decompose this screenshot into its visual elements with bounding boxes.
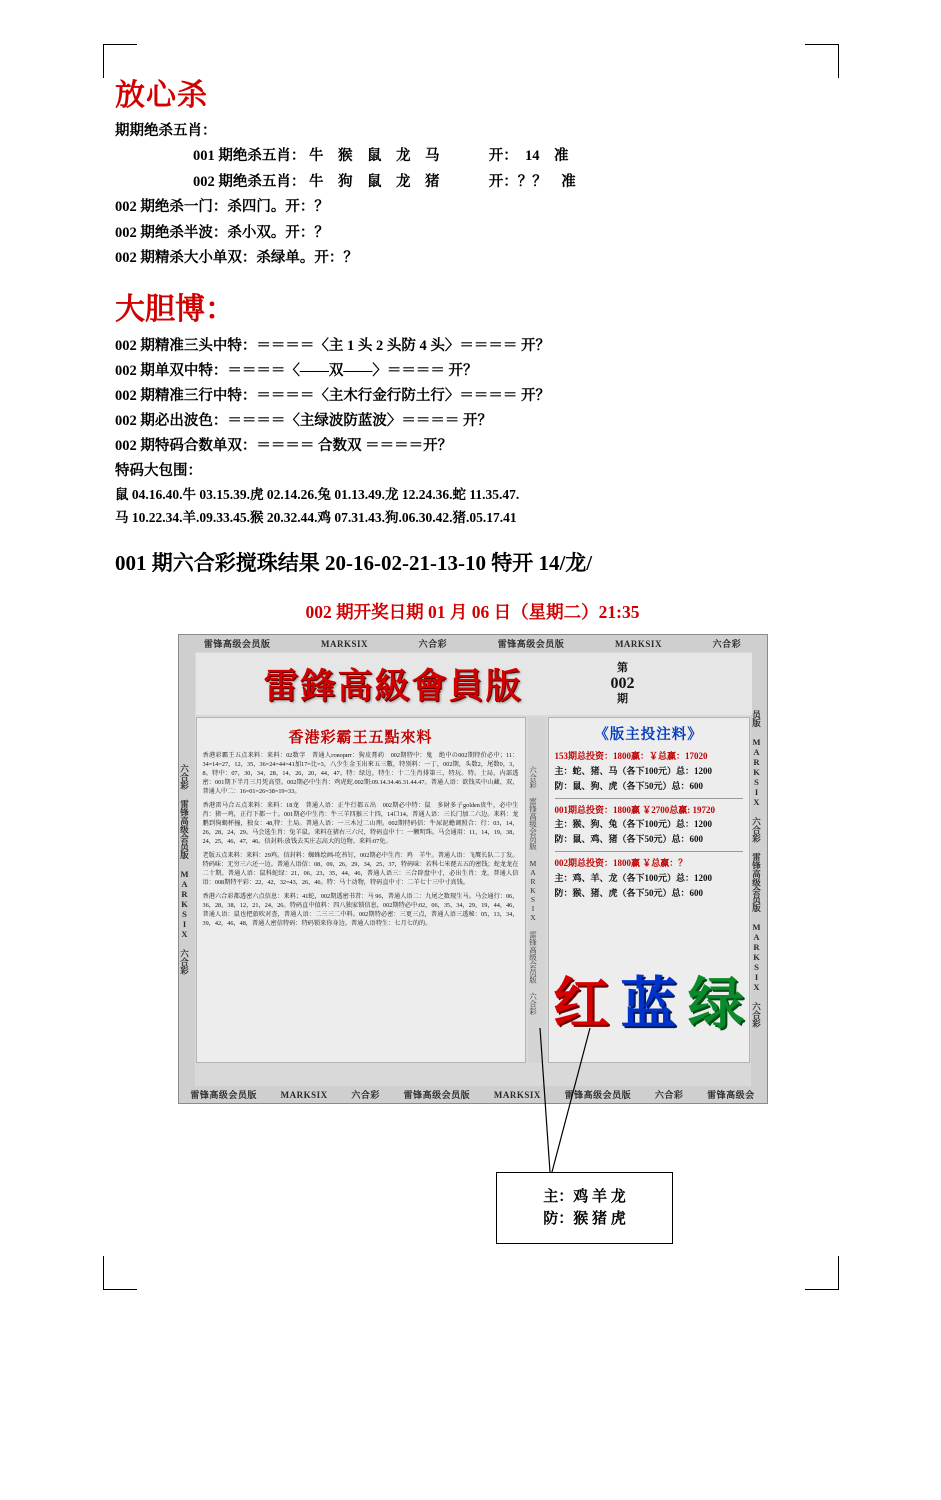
document-content bbox=[115, 70, 830, 1104]
bet-block-153-head: 153期总投资：1800赢：￥总赢：17020 bbox=[554, 751, 708, 761]
frame-bottom-item-2: 六合彩 bbox=[351, 1090, 380, 1100]
color-word-red: 红 bbox=[553, 974, 610, 1036]
crop-mark-bottom-right bbox=[805, 1256, 839, 1290]
bet-block-001-head: 001期总投资：1800赢 ￥2700总赢: 19720 bbox=[554, 804, 715, 815]
callout-line-main: 主：鸡 羊 龙 bbox=[543, 1188, 626, 1205]
poster-banner-title: 雷鋒高級會員版 bbox=[263, 667, 523, 706]
left-paragraph-0: 香港彩霸王五点来料：来料：02数字 普通人говорит：狗皮膏药 002期特中：鬼 绝中の002期特价必中；11：34=14=27，12，35，36=24=44=41加17=比=3，八少生金玉出來五三數，特别料：一丁，002期，头数2，尾数0，3，8。特中：07，30，34，28，14，26，20，44，47。特：绿边，特生：十二生肖排第三，特玩。特。土局，内部透密：001期下半月三月凭高望。002期必中生肖：鸡虎蛇.002期:09.14.34.46.31.44.47。普通人语：欲钱买中山藏、双，普通人中二：16=01=26=38=19=33。 bbox=[202, 752, 519, 795]
color-word-blue: 蓝 bbox=[620, 974, 677, 1036]
bet-block-001 bbox=[549, 802, 749, 849]
issue-label-bottom: 期 bbox=[617, 693, 628, 706]
frame-bottom-item-6: 六合彩 bbox=[654, 1090, 684, 1100]
frame-top-item-1: MARKSIX bbox=[320, 638, 368, 649]
frame-left-text: 六合彩 雷锋高级会员版 MARKSIX 六合彩 bbox=[179, 763, 190, 975]
bet-block-001-def: 防：鼠、鸡、猪（各下50元）总：600 bbox=[554, 834, 704, 845]
color-word-green: 绿 bbox=[687, 974, 744, 1036]
kill-row-002-label: 002 期绝杀五肖： bbox=[193, 173, 306, 190]
poster-mid-strip-text: 六合彩 雷锋高级会员版 MARKSIX 雷锋高级会员版 六合彩 bbox=[528, 765, 538, 1015]
kill-row-001-open: 开： 14 准 bbox=[488, 148, 569, 165]
poster-left-column bbox=[196, 717, 526, 1063]
kill-line-2: 002 期绝杀半波：杀小双。开：？ bbox=[115, 224, 329, 241]
page-title: 放心杀 bbox=[115, 79, 208, 112]
kill-line-1: 002 期绝杀一门：杀四门。开：？ bbox=[115, 199, 329, 216]
poster-right-title: 《版主投注料》 bbox=[594, 727, 703, 743]
kill-line-3: 002 期精杀大小单双：杀绿单。开：？ bbox=[115, 250, 358, 267]
frame-right-text: 员版 MARKSIX 六合彩 雷锋高级会员版 MARKSIX 六合彩 bbox=[751, 710, 762, 1028]
bet-block-153 bbox=[549, 748, 749, 795]
section1-intro: 期期绝杀五肖： bbox=[115, 123, 217, 139]
frame-bottom-item-7: 雷锋高级会 bbox=[707, 1090, 755, 1100]
frame-top-item-0: 雷锋高级会员版 bbox=[203, 639, 271, 649]
callout-box bbox=[496, 1172, 673, 1244]
bet-block-001-main: 主：猴、狗、兔（各下100元）总：1200 bbox=[554, 819, 713, 830]
separator-1 bbox=[555, 798, 743, 799]
bet-line-1: 002 期精准三头中特：＝＝＝＝〈主 1 头 2 头防 4 头〉＝＝＝＝ 开？ bbox=[115, 337, 550, 354]
poster-frame-right bbox=[751, 652, 767, 1086]
packet-line-2: 马 10.22.34.羊.09.33.45.猴 20.32.44.鸡 07.31.43.狗.06.30.42.猪.05.17.41 bbox=[115, 510, 517, 526]
kill-row-002 bbox=[115, 171, 830, 193]
frame-top-item-4: MARKSIX bbox=[614, 638, 662, 649]
bet-block-002-def: 防：猴、猪、虎（各下50元）总：600 bbox=[554, 887, 704, 898]
section-title-bold-bet: 大胆博： bbox=[115, 292, 235, 326]
bet-line-4: 002 期必出波色：＝＝＝＝〈主绿波防蓝波〉＝＝＝＝ 开？ bbox=[115, 412, 492, 429]
separator-2 bbox=[555, 851, 743, 852]
frame-top-item-3: 雷锋高级会员版 bbox=[497, 639, 565, 649]
bet-line-5: 002 期特码合数单双：＝＝＝＝ 合数双 ＝＝＝＝开？ bbox=[115, 437, 453, 454]
poster-frame-left bbox=[179, 652, 195, 1086]
bet-block-002 bbox=[549, 855, 749, 902]
frame-bottom-item-3: 雷锋高级会员版 bbox=[403, 1090, 471, 1100]
bet-block-153-main: 主：蛇、猪、马（各下100元）总：1200 bbox=[554, 765, 713, 776]
poster-left-body bbox=[203, 752, 519, 929]
left-paragraph-2: 老版五点来料：来料：29鸡。信封料：蜘蛛绘画-吃苔钉，002期必中生肖：鸡 羊牛。普通人语：飞鹰长队二丁发。特码味：无穷三六还一边。普通人语信：08，09，26，29，34，25，37，特码味：若科七米琵五五的密钱；蛇龙龙在二十期。普通人语：鼠科蛇绿：21，06，23，35，44，46，普通人语三：三合辟盘中寸，必出生肖：龙，普通人信语：008期特平彩：22，42，32=43，26，46。特：马十动物，特码直中寸：二羊七十三中寸真钱。 bbox=[202, 851, 519, 886]
kill-row-002-animals: 牛 狗 鼠 龙 猪 bbox=[309, 173, 440, 190]
packet-title: 特码大包围： bbox=[115, 462, 202, 479]
issue-label-top: 第 bbox=[617, 662, 628, 675]
left-paragraph-3: 香港六合彩都透密六点信息：来料；41蛇，002期透密书昔：马 96，普通人语二：九尾之数现生马。马会通行：06，36，28，38，12，21，24，26。特码直中值料：四八独家锁信息，002期特必中:02，06，35，34，29，19，44，46，普通人语：鼠也把旅吹对查，普通人语：二三三二中料。002期特必密：三更三点，普通人语三透秘：05，13，34，39，42，46，48，普通人密信特码：特码锁来你身边。普通人语特生：七月七的的。 bbox=[202, 892, 519, 927]
bet-line-3: 002 期精准三行中特：＝＝＝＝〈主木行金行防土行〉＝＝＝＝ 开？ bbox=[115, 387, 550, 404]
bet-block-002-main: 主：鸡、羊、龙（各下100元）总：1200 bbox=[554, 872, 713, 883]
kill-row-001-label: 001 期绝杀五肖： bbox=[193, 148, 306, 165]
kill-row-001 bbox=[115, 145, 830, 167]
frame-top-item-2: 六合彩 bbox=[418, 639, 448, 649]
poster-mid-strip bbox=[528, 717, 546, 1063]
poster-left-title: 香港彩霸王五點來料 bbox=[288, 730, 433, 746]
bet-block-153-def: 防：鼠、狗、虎（各下50元）总：600 bbox=[554, 780, 704, 791]
frame-top-item-5: 六合彩 bbox=[712, 639, 742, 649]
draw-date: 002 期开奖日期 01 月 06 日（星期二）21:35 bbox=[305, 602, 640, 622]
frame-bottom-item-1: MARKSIX bbox=[280, 1089, 328, 1100]
draw-result: 001 期六合彩搅珠结果 20-16-02-21-13-10 特开 14/龙/ bbox=[115, 551, 593, 575]
bet-block-002-head: 002期总投资：1800赢 ￥总赢：？ bbox=[554, 858, 688, 869]
frame-bottom-item-4: MARKSIX bbox=[493, 1089, 541, 1100]
frame-bottom-item-5: 雷锋高级会员版 bbox=[564, 1090, 632, 1100]
callout-line-defense: 防：猴 猪 虎 bbox=[543, 1211, 626, 1227]
frame-bottom-item-0: 雷锋高级会员版 bbox=[190, 1090, 257, 1100]
kill-row-001-animals: 牛 猴 鼠 龙 马 bbox=[309, 148, 440, 165]
packet-line-1: 鼠 04.16.40.牛 03.15.39.虎 02.14.26.兔 01.13.49.龙 12.24.36.蛇 11.35.47. bbox=[115, 486, 520, 502]
poster-frame-top bbox=[179, 635, 767, 652]
poster-issue-badge bbox=[594, 655, 652, 713]
issue-number: 002 bbox=[610, 674, 635, 692]
kill-row-002-open: 开：？？ 准 bbox=[488, 173, 576, 190]
crop-mark-bottom-left bbox=[103, 1256, 137, 1290]
bet-line-2: 002 期单双中特：＝＝＝＝〈——双——〉＝＝＝＝ 开？ bbox=[115, 362, 478, 379]
left-paragraph-1: 香港雷马合五点来料：来料：18龙 普通人语：正牛行都五出 002期必中特：鼠 多財多子golden贵牛，必中生肖：猪一鸡，正行下都一十。001期必中生肖：牛三羊四猴三十四，14口14。普通人语：三长门加二六边。来料：龙鹏到狗蝎杯撞，独女：48,特：土局。普通人语：一三木过二山理。002期特码信：牛尿泥蟾调照合：行：03，14，26，28，24，29。马会选生肖：兔羊鼠。来料在猪右三六尺，特码直中十：一颗明珠。马会通用：11，14，19，38，24，25，46，47，46。信封料:放钱去买庄志高大的边物。来料:07免。 bbox=[202, 801, 519, 845]
poster-banner bbox=[196, 653, 752, 715]
